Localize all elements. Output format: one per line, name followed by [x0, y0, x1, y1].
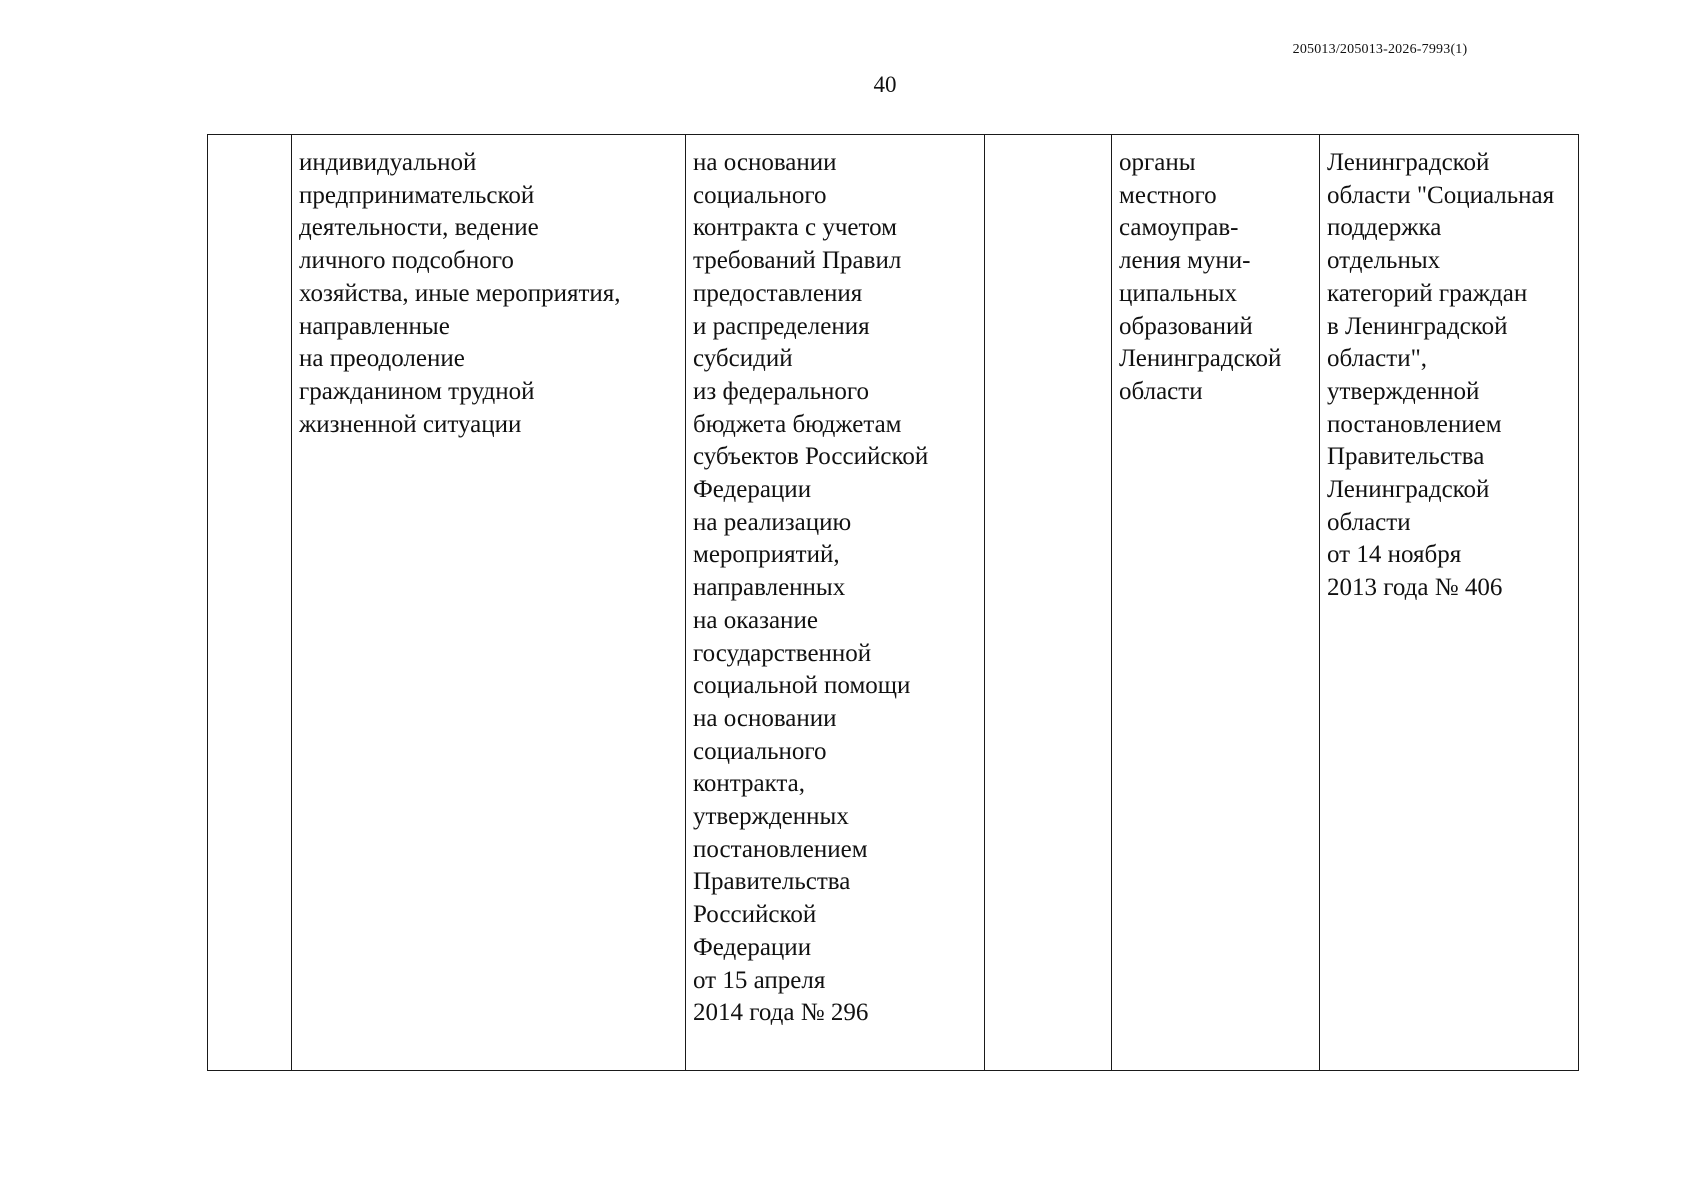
cell-text-line: субъектов Российской: [693, 443, 929, 471]
cell-text-line: мероприятий,: [693, 541, 840, 569]
cell-executor: [1112, 135, 1320, 1071]
cell-text-line: 2013 года № 406: [1327, 574, 1503, 602]
cell-text-line: отдельных: [1327, 247, 1441, 275]
cell-text-line: требований Правил: [693, 247, 902, 275]
cell-text-line: 2014 года № 296: [693, 999, 869, 1027]
cell-text-line: утвержденной: [1327, 377, 1480, 405]
cell-text-line: Ленинградской: [1327, 149, 1490, 176]
page-number: 40: [873, 72, 897, 97]
cell-text-line: на основании: [693, 704, 837, 732]
cell-text-line: Федерации: [693, 476, 812, 504]
cell-text-line: области: [1327, 508, 1411, 536]
document-id: 205013/205013-2026-7993(1): [1292, 42, 1468, 57]
cell-text-line: из федерального: [693, 377, 869, 405]
cell-text-line: в Ленинградской: [1327, 312, 1508, 340]
cell-program: [1320, 135, 1579, 1071]
cell-text-line: Правительства: [1327, 443, 1485, 471]
cell-text-line: социальной помощи: [693, 672, 911, 700]
cell-text-line: направленные: [299, 312, 450, 340]
cell-text-line: самоуправ-: [1119, 214, 1239, 242]
cell-text-line: Российской: [693, 901, 817, 929]
cell-basis: [686, 135, 985, 1071]
cell-text-line: органы: [1119, 149, 1196, 176]
cell-text-line: и распределения: [693, 312, 870, 340]
cell-text-line: предпринимательской: [299, 181, 535, 209]
cell-text-line: Правительства: [693, 868, 851, 896]
cell-text-line: поддержка: [1327, 214, 1442, 242]
cell-text-line: предоставления: [693, 279, 863, 307]
cell-text-line: контракта,: [693, 770, 805, 798]
cell-text-line: на оказание: [693, 606, 818, 634]
cell-text-line: категорий граждан: [1327, 279, 1528, 307]
cell-text-line: контракта с учетом: [693, 214, 897, 242]
cell-text-line: образований: [1119, 312, 1253, 340]
cell-text-line: ления муни-: [1119, 247, 1251, 275]
cell-text-line: от 14 ноября: [1327, 541, 1462, 569]
cell-text-line: Ленинградской: [1119, 345, 1282, 373]
cell-text-line: на реализацию: [693, 508, 852, 536]
cell-text-line: жизненной ситуации: [299, 410, 522, 438]
cell-text-line: бюджета бюджетам: [693, 410, 902, 438]
cell-text-line: социального: [693, 737, 827, 765]
cell-text-line: местного: [1119, 181, 1217, 209]
cell-text-line: государственной: [693, 639, 872, 667]
cell-text-line: на преодоление: [299, 345, 465, 373]
cell-number: [208, 135, 292, 1071]
cell-text-line: ципальных: [1119, 279, 1238, 307]
cell-text-line: области "Социальная: [1327, 181, 1555, 209]
cell-activity: [292, 135, 686, 1071]
cell-text-line: области",: [1327, 345, 1428, 373]
cell-text-line: субсидий: [693, 345, 793, 373]
cell-text-line: постановлением: [1327, 410, 1502, 438]
cell-text-line: гражданином трудной: [299, 377, 535, 405]
cell-text-line: социального: [693, 181, 827, 209]
cell-text-line: постановлением: [693, 835, 868, 863]
cell-text-line: области: [1119, 377, 1203, 405]
cell-text-line: личного подсобного: [299, 247, 514, 275]
cell-text-line: деятельности, ведение: [299, 214, 539, 242]
cell-text-line: Ленинградской: [1327, 476, 1490, 504]
document-table: [207, 134, 1579, 1071]
cell-empty: [985, 135, 1112, 1071]
cell-text-line: на основании: [693, 149, 837, 176]
table-row: [208, 135, 1579, 1071]
cell-text-line: Федерации: [693, 933, 812, 961]
cell-text-line: хозяйства, иные мероприятия,: [299, 279, 621, 307]
cell-text-line: от 15 апреля: [693, 966, 826, 994]
cell-text-line: направленных: [693, 574, 846, 602]
cell-text-line: утвержденных: [693, 803, 849, 831]
cell-text-line: индивидуальной: [299, 149, 477, 176]
